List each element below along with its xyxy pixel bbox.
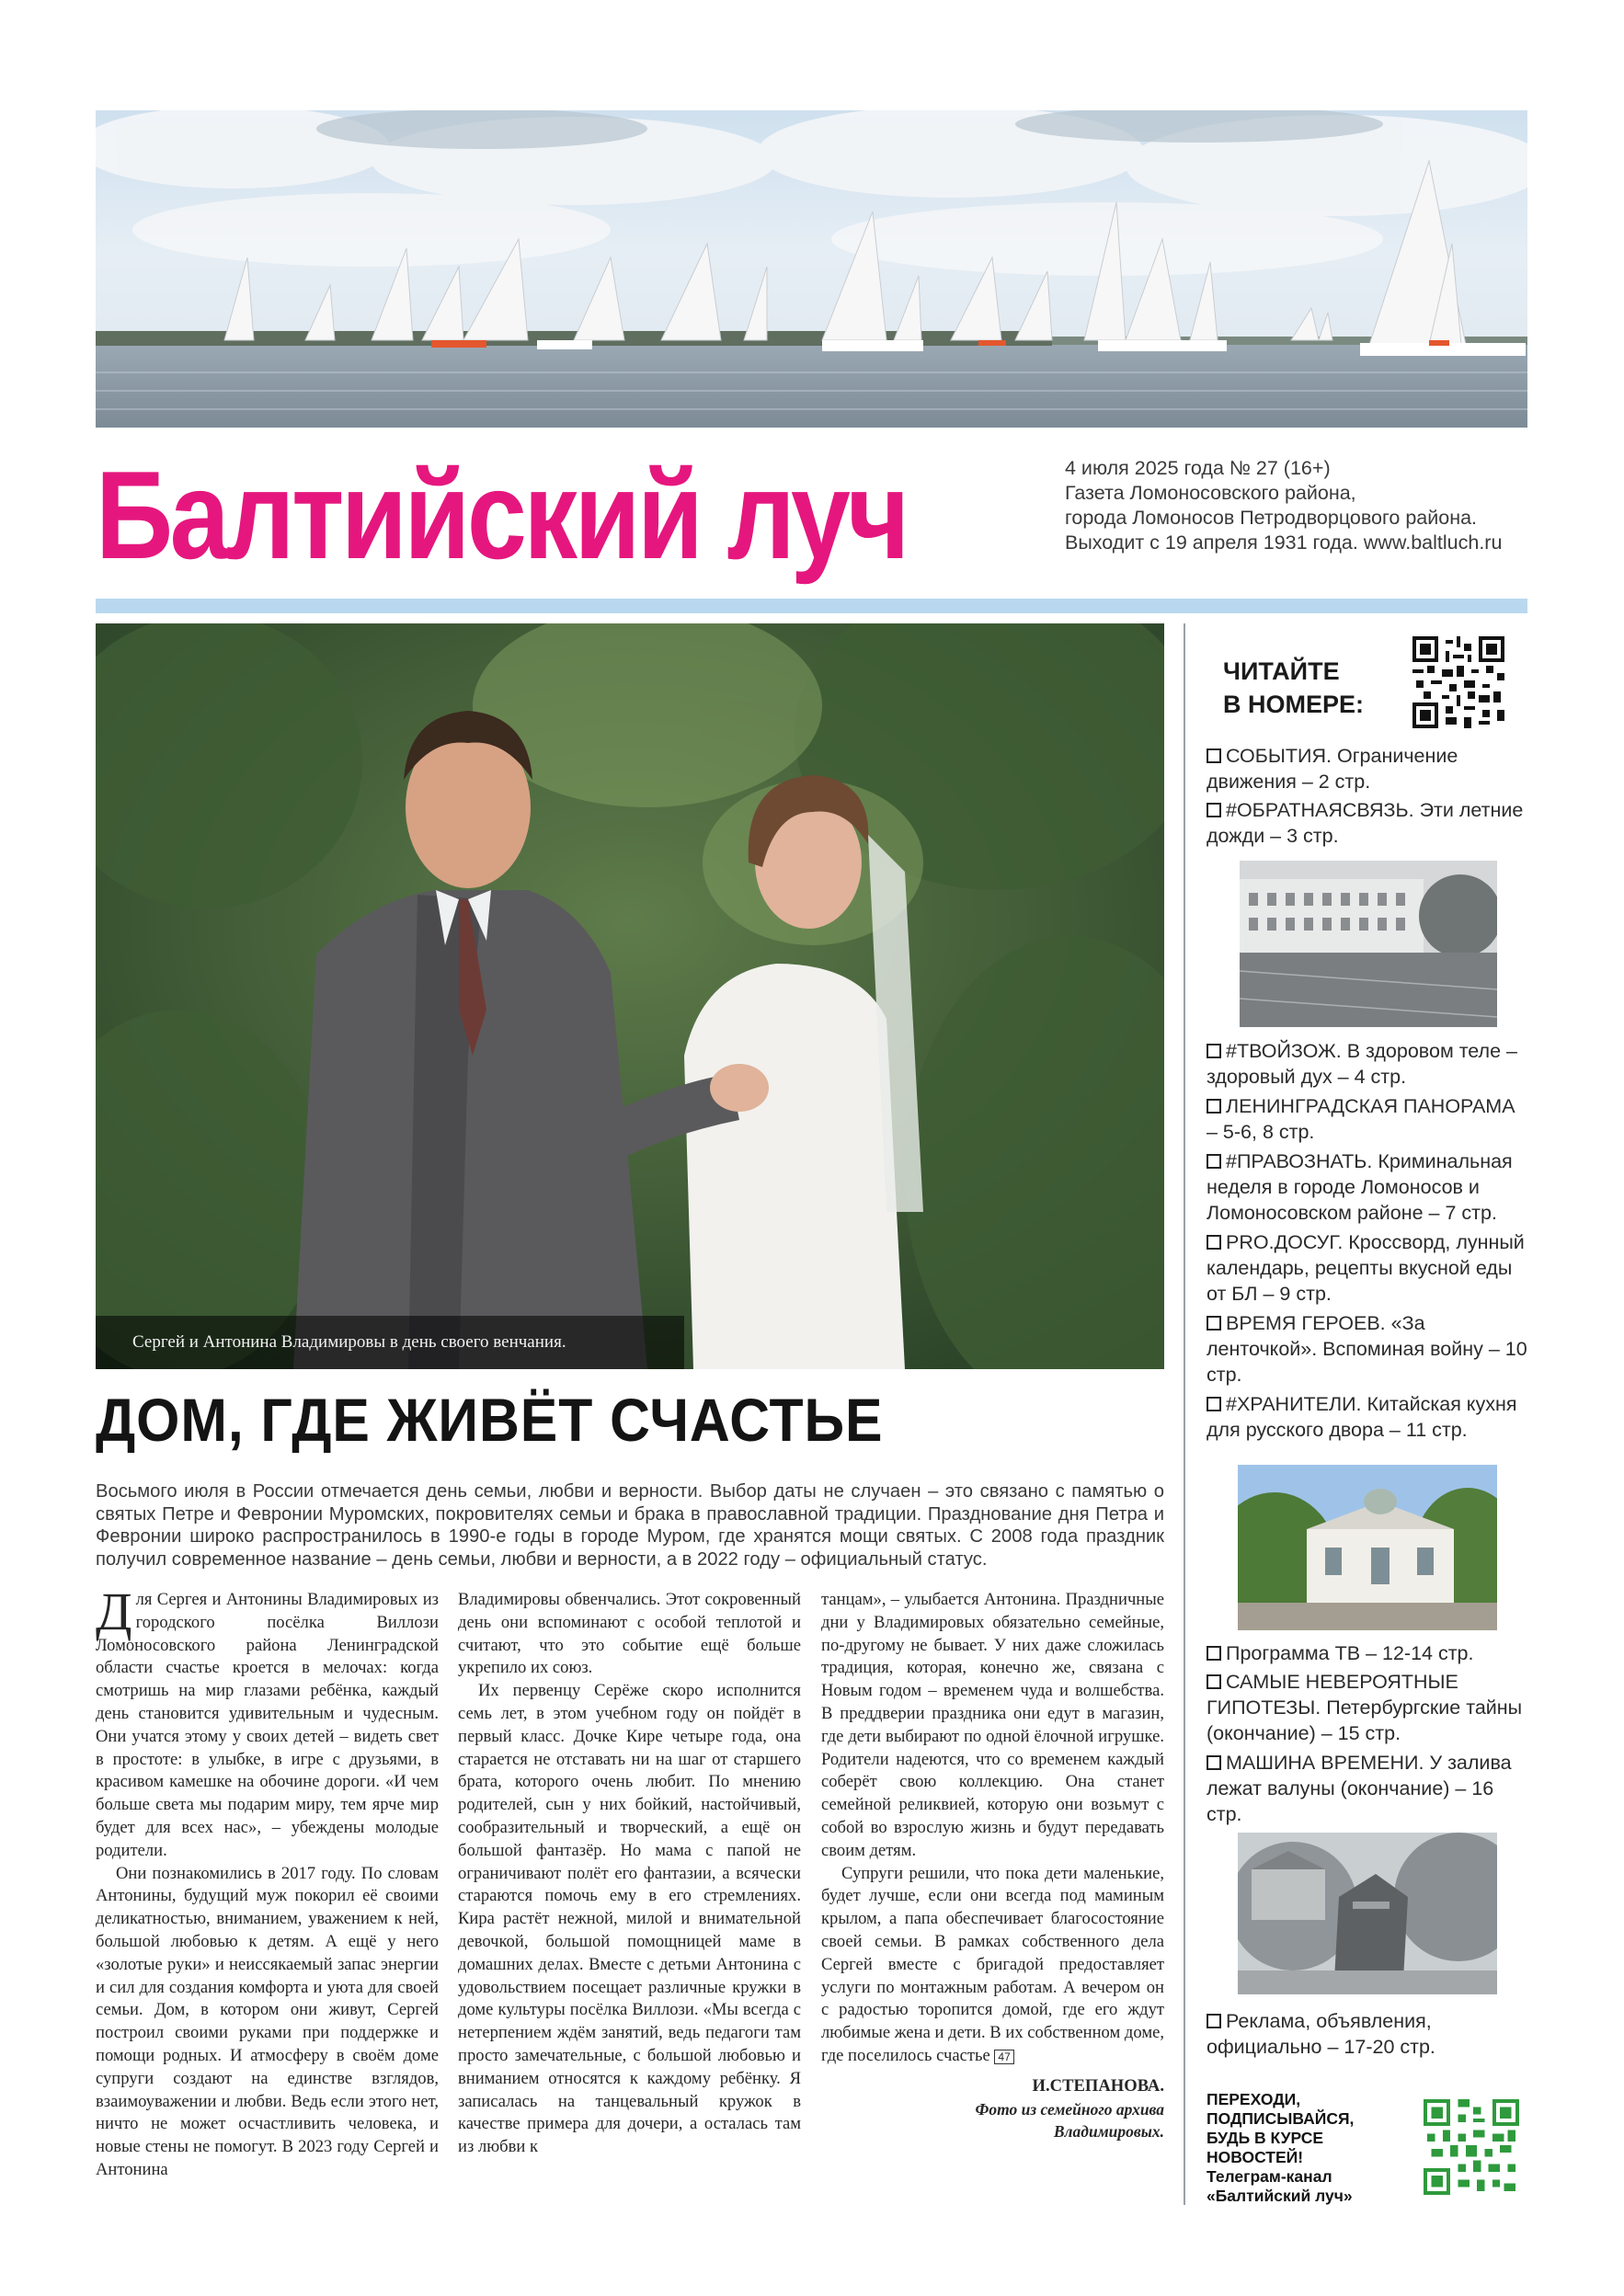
checkbox-icon <box>1207 1646 1221 1661</box>
checkbox-icon <box>1207 1099 1221 1114</box>
checkbox-icon <box>1207 2014 1221 2028</box>
article-author: И.СТЕПАНОВА. <box>1032 2075 1164 2096</box>
checkbox-icon <box>1207 748 1221 763</box>
pavilion-thumbnail <box>1238 1465 1497 1630</box>
article-paragraph: Для Сергея и Антонины Владимировых из городского посёлка Виллози Ломоносовского района Ленинградской области счастье кроется в мелочах: когда смотришь на мир глазами ребёнка, каждый день становится удивительным и чудесным. Они учатся этому у своих детей – видеть свет в простоте: в улыбке, в игре с друзьями, в красивом камешке на обочине дороги. «И чем больше света мы подарим миру, тем ярче мир будет для всех нас», – убеждены молодые родители. <box>96 1582 439 1860</box>
sidebar-contents <box>1197 623 1530 2223</box>
issue-date-line: 4 июля 2025 года № 27 (16+) <box>1065 457 1331 479</box>
masthead <box>96 445 1527 585</box>
page-reference: 47 <box>994 2050 1013 2064</box>
photo-credit-2: Владимировых. <box>1053 2121 1164 2141</box>
issue-description-1: Газета Ломоносовского района, <box>1065 482 1356 504</box>
article-paragraph: Они познакомились в 2017 году. По словам Антонины, будущий муж покорил её своими деликатностью, вниманием, уважением к ней, большой любовью к детям. А ещё у него «золотые руки» и неиссякаемый запас энергии и сил для создания комфорта и уюта для своей семьи. Дом, в котором они живут, Сергей построил своими руками при поддержке и помощи родных. И атмосферу в своём доме супруги создают на единстве взглядов, взаимоуважении и любви. Ведь если этого нет, ничто не может осчастливить человека, и новые стены не помогут. В 2023 году Сергей и Антонина <box>96 1863 439 2179</box>
masthead-divider <box>96 599 1527 613</box>
checkbox-icon <box>1207 803 1221 817</box>
dropcap: Д <box>96 1582 132 1641</box>
toc-item[interactable]: ЛЕНИНГРАДСКАЯ ПАНОРАМА – 5-6, 8 стр. <box>1207 1095 1515 1143</box>
article-paragraph: Владимировы обвенчались. Этот сокровенный день они вспоминают с особой теплотой и считают, что это событие ещё больше укрепило их союз. <box>458 1590 801 1678</box>
article-body <box>96 1582 1164 2266</box>
article-column-1 <box>96 1582 439 2182</box>
checkbox-icon <box>1207 1674 1221 1689</box>
issue-description-2: города Ломоносов Петродворцового района. <box>1065 507 1478 529</box>
newspaper-logo: Балтийский луч <box>96 445 907 585</box>
article-paragraph: Их первенцу Серёже скоро исполнится семь лет, в этом учебном году он пойдёт в первый класс. Дочке Кире четыре года, она старается не отставать ни на шаг от старшего брата, которого очень любит. По мнению родителей, сын у них бойкий, настойчивый, сообразительный и творческий, а ещё он большой фантазёр. Но мама с папой не ограничивают полёт его фантазии, а всячески стараются помочь ему в его стремлениях. Кира растёт нежной, милой и внимательной девочкой, большой помощницей маме в домашних делах. Вместе с детьми Антонина с удовольствием посещает различные кружки в доме культуры посёлка Виллози. «Мы всегда с нетерпением ждём занятий, ведь педагоги там просто замечательные, с большой любовью и вниманием относятся к каждому ребёнку. Я записалась на танцевальный кружок в качестве примера для дочери, а осталась там из любви к <box>458 1681 801 2157</box>
issue-description-3: Выходит с 19 апреля 1931 года. www.baltluch.ru <box>1065 531 1503 554</box>
toc-item[interactable]: PRO.ДОСУГ. Кроссворд, лунный календарь, рецепты вкусной еды от БЛ – 9 стр. <box>1207 1231 1525 1305</box>
toc-item[interactable]: #ПРАВОЗНАТЬ. Криминальная неделя в городе Ломоносов и Ломоносовском районе – 7 стр. <box>1207 1150 1513 1224</box>
wedding-photo <box>96 623 1164 1369</box>
sidebar-divider <box>1184 623 1185 2205</box>
checkbox-icon <box>1207 1235 1221 1250</box>
flooded-street-thumbnail <box>1240 861 1497 1027</box>
article-paragraph: танцам», – улыбается Антонина. Праздничные дни у Владимировых обязательно семейные, по-другому не бывает. У них даже сложилась традиция, которая, конечно же, связана с Новым годом – временем чуда и волшебства. В преддверии праздника они едут в магазин, где дети выбирают по одной ёлочной игрушке. Родители надеются, что со временем каждый соберёт свою коллекцию. Она станет семейной реликвией, которую они возьмут с собой во взрослую жизнь и будут передавать своим детям. <box>821 1590 1164 1860</box>
toc-item[interactable]: Реклама, объявления, официально – 17-20 стр. <box>1207 2010 1435 2058</box>
checkbox-icon <box>1207 1154 1221 1169</box>
sidebar-title: ЧИТАЙТЕ В НОМЕРЕ: <box>1223 657 1365 718</box>
toc-item[interactable]: ВРЕМЯ ГЕРОЕВ. «За ленточкой». Вспоминая войну – 10 стр. <box>1207 1312 1527 1386</box>
checkbox-icon <box>1207 1316 1221 1331</box>
article-column-2 <box>458 1589 801 2159</box>
issue-info <box>1065 456 1502 555</box>
qr-code-icon[interactable] <box>1412 636 1504 728</box>
photo-credit-1: Фото из семейного архива <box>975 2099 1164 2119</box>
telegram-promo: ПЕРЕХОДИ, ПОДПИСЫВАЙСЯ, БУДЬ В КУРСЕ НОВОСТЕЙ! Телеграм-канал «Балтийский луч» <box>1207 2090 1355 2205</box>
toc-item[interactable]: СОБЫТИЯ. Ограничение движения – 2 стр. <box>1207 745 1458 793</box>
photo-caption: Сергей и Антонина Владимировы в день своего венчания. <box>96 1316 684 1369</box>
checkbox-icon <box>1207 1397 1221 1411</box>
toc-item[interactable]: #ОБРАТНАЯСВЯЗЬ. Эти летние дожди – 3 стр. <box>1207 799 1524 847</box>
telegram-qr-code-icon[interactable] <box>1424 2099 1519 2195</box>
toc-item[interactable]: МАШИНА ВРЕМЕНИ. У залива лежат валуны (окончание) – 16 стр. <box>1207 1752 1512 1825</box>
checkbox-icon <box>1207 1044 1221 1058</box>
toc-item[interactable]: Программа ТВ – 12-14 стр. <box>1207 1640 1530 1666</box>
toc-item[interactable]: САМЫЕ НЕВЕРОЯТНЫЕ ГИПОТЕЗЫ. Петербургские тайны (окончание) – 15 стр. <box>1207 1671 1523 1744</box>
article-paragraph: Супруги решили, что пока дети маленькие, будет лучше, если они всегда под маминым крылом, а папа обеспечивает благосостояние своей семьи. В рамках собственного дела Сергей вместе с бригадой предоставляет услуги по монтажным работам. А вечером он с радостью торопится домой, где его ждут любимые жена и дети. В их собственном доме, где поселилось счастье 47 <box>821 1863 1164 2065</box>
checkbox-icon <box>1207 1755 1221 1770</box>
article-lead: Восьмого июля в России отмечается день семьи, любви и верности. Выбор даты не случаен – это связано с памятью о святых Петре и Февронии Муромских, покровителях семьи и брака в православной традиции. Празднование дня Петра и Февронии широко распространилось в 1990-е годы в городе Муром, где хранятся мощи святых. С 2008 года праздник получил современное название – день семьи, любви и верности, а в 2022 году – официальный статус. <box>96 1481 1164 1570</box>
article-column-3 <box>821 1589 1164 2142</box>
toc-item[interactable]: #ТВОЙЗОЖ. В здоровом теле – здоровый дух – 4 стр. <box>1207 1040 1517 1088</box>
header-regatta-photo <box>96 110 1527 428</box>
boulders-thumbnail <box>1238 1833 1497 1994</box>
article-headline: ДОМ, ГДЕ ЖИВЁТ СЧАСТЬЕ <box>96 1386 884 1454</box>
toc-item[interactable]: #ХРАНИТЕЛИ. Китайская кухня для русского двора – 11 стр. <box>1207 1393 1517 1441</box>
